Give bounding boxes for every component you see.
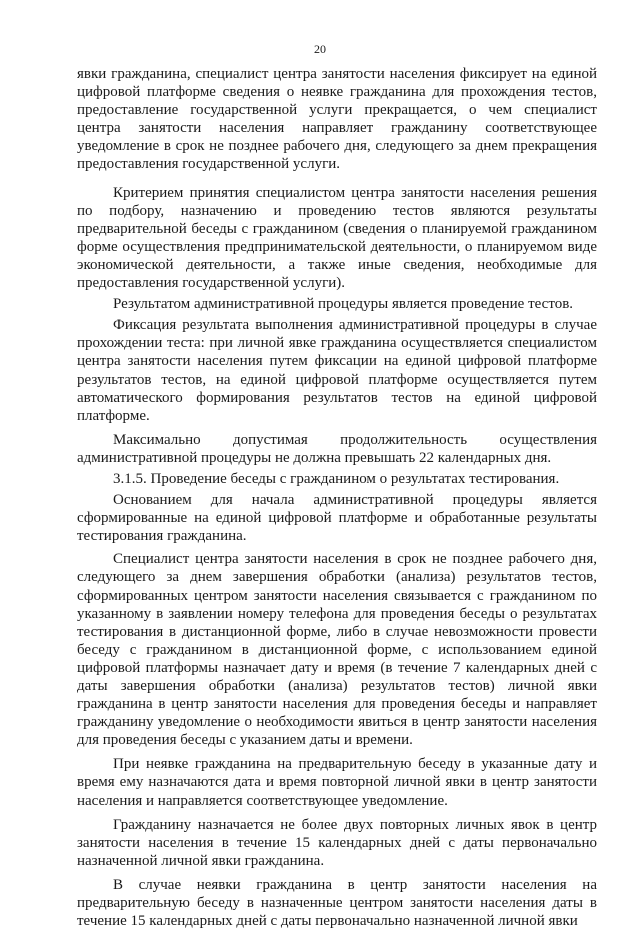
paragraph-8-line: тестирования в дистанционной форме, либо в случае невозможности провести <box>77 623 597 640</box>
paragraph-1-line: цифровой платформе сведения о неявке гражданина для прохождения тестов, <box>77 84 597 101</box>
paragraph-4-line: автоматического формирования результатов тестов на единой цифровой <box>77 389 597 406</box>
paragraph-1-line: предоставление государственной услуги прекращается, о чем специалист <box>77 102 597 119</box>
paragraph-4-line: прохождении теста: при личной явке гражданина осуществляется специалистом <box>77 335 597 352</box>
paragraph-1-line: центра занятости населения направляет гражданину соответствующее <box>77 120 597 137</box>
paragraph-5-line: административной процедуры не должна превышать 22 календарных дня. <box>77 449 552 466</box>
paragraph-7-line: тестирования гражданина. <box>77 528 247 545</box>
document-body <box>77 65 597 930</box>
paragraph-9-line: населения и направляется соответствующее уведомление. <box>77 792 448 809</box>
paragraph-8-line: гражданина в центр занятости населения для проведения беседы и направляет <box>77 696 597 713</box>
paragraph-6-line: 3.1.5. Проведение беседы с гражданином о результатах тестирования. <box>113 470 560 487</box>
paragraph-8-line: гражданину уведомление о необходимости явиться в центр занятости населения <box>77 714 597 731</box>
paragraph-2-line: экономической деятельности, а также иные сведения, необходимые для <box>77 256 597 273</box>
paragraph-8-line: указанному в заявлении номеру телефона для проведения беседы о результатах <box>77 605 597 622</box>
paragraph-8-line: даты завершения обработки (анализа) результатов тестов) личной явки <box>77 678 597 694</box>
paragraph-4-line: платформе. <box>77 407 150 424</box>
paragraph-11-line: предварительную беседу в назначенные центром занятости населения даты в <box>77 895 597 912</box>
paragraph-9-line: время ему назначаются дата и время повторной личной явки в центр занятости <box>77 774 597 791</box>
paragraph-5-line: Максимально допустимая продолжительность осуществления <box>113 431 597 448</box>
paragraph-1-line: явки гражданина, специалист центра занятости населения фиксирует на единой <box>77 66 597 82</box>
paragraph-7-line: сформированные на единой цифровой платформе и обработанные результаты <box>77 510 597 527</box>
page-number: 20 <box>314 42 326 56</box>
paragraph-11-line: течение 15 календарных дней с даты первоначально назначенной личной явки <box>77 913 578 930</box>
paragraph-2-line: предоставления государственной услуги). <box>77 275 346 292</box>
paragraph-4-line: результатов тестов, на единой цифровой платформе осуществляется путем <box>77 371 597 388</box>
paragraph-8-line: следующего за днем завершения обработки (анализа) результатов тестов, <box>77 569 597 586</box>
paragraph-2-line: форме осуществления предпринимательской деятельности, о планируемом виде <box>77 238 597 255</box>
paragraph-1-line: уведомление в срок не позднее рабочего дня, следующего за днем прекращения <box>77 138 597 155</box>
paragraph-2-line: по подбору, назначению и проведению тестов являются результаты <box>77 202 597 219</box>
paragraph-3-line: Результатом административной процедуры является проведение тестов. <box>113 296 574 313</box>
paragraph-7-line: Основанием для начала административной процедуры является <box>113 492 597 509</box>
paragraph-2-line: предварительной беседы с гражданином (сведения о планируемой гражданином <box>77 220 597 237</box>
paragraph-8-line: Специалист центра занятости населения в срок не позднее рабочего дня, <box>113 551 597 568</box>
paragraph-8-line: беседу с гражданином в дистанционной форме, с использованием единой <box>77 641 597 658</box>
paragraph-8-line: цифровой платформы назначает дату и время (в течение 7 календарных дней с <box>77 659 597 676</box>
paragraph-8-line: для проведения беседы с указанием даты и времени. <box>77 732 413 749</box>
paragraph-8-line: сформированных центром занятости населения связывается с гражданином по <box>77 587 597 604</box>
paragraph-10-line: занятости населения в течение 15 календарных дней с даты первоначально <box>77 834 597 851</box>
paragraph-1-line: предоставления государственной услуги. <box>77 156 341 173</box>
paragraph-10-line: Гражданину назначается не более двух повторных личных явок в центр <box>113 816 597 833</box>
paragraph-4-line: центра занятости населения путем фиксации на единой цифровой платформе <box>77 353 597 370</box>
paragraph-9-line: При неявке гражданина на предварительную беседу в указанные дату и <box>113 756 597 773</box>
paragraph-10-line: назначенной личной явки гражданина. <box>77 852 325 869</box>
paragraph-4-line: Фиксация результата выполнения административной процедуры в случае <box>113 317 597 334</box>
paragraph-2-line: Критерием принятия специалистом центра занятости населения решения <box>113 184 597 201</box>
paragraph-11-line: В случае неявки гражданина в центр занятости населения на <box>113 876 597 893</box>
